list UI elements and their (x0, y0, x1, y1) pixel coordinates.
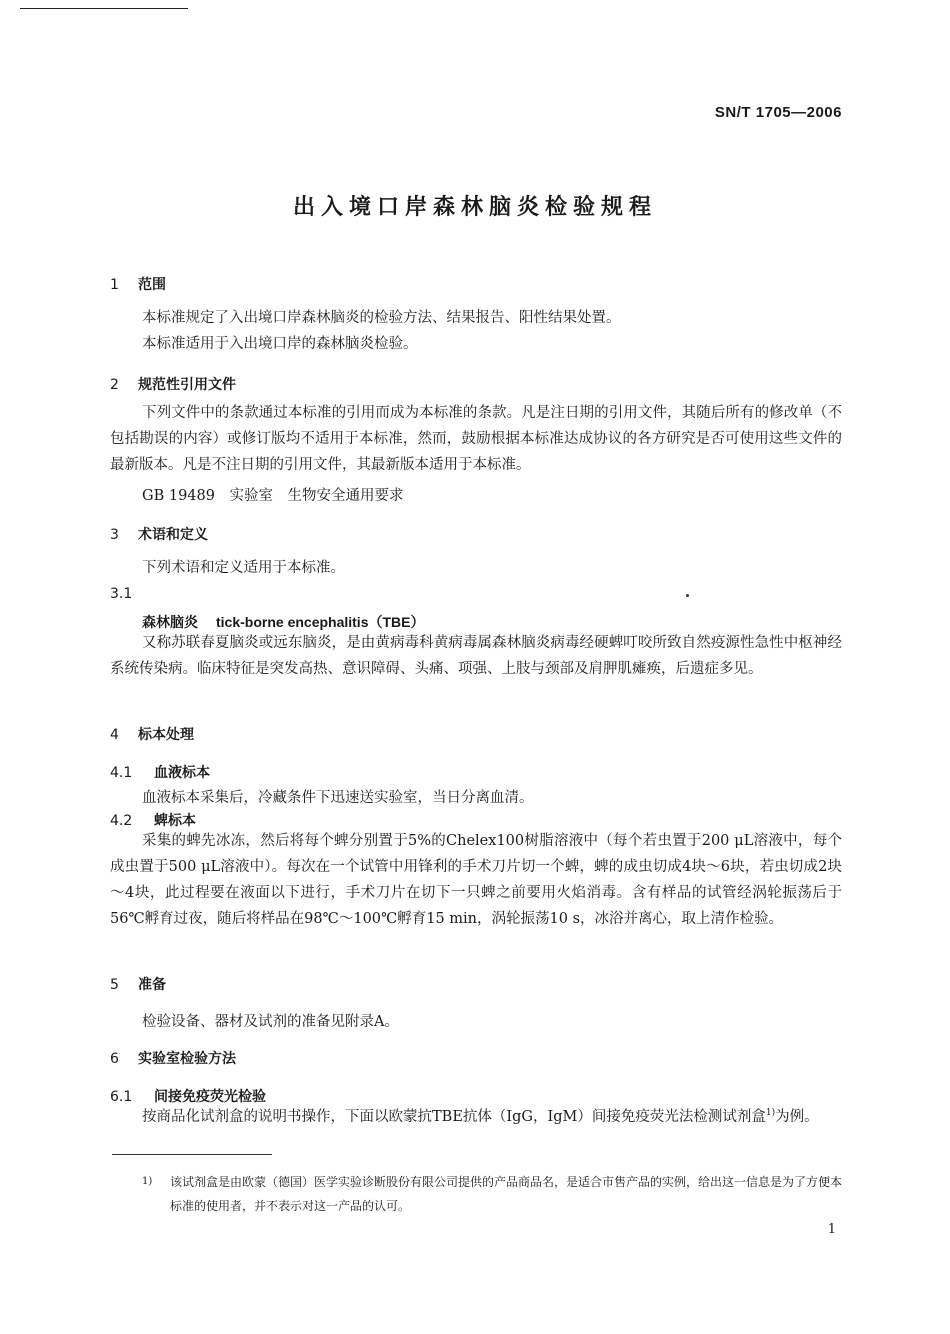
top-rule (20, 8, 188, 9)
section-4-heading (110, 724, 194, 744)
paragraph-tail: 为例。 (775, 1109, 819, 1125)
scan-speck (686, 594, 689, 597)
footnote-reference: 1) (765, 1108, 776, 1119)
paragraph: 下列文件中的条款通过本标准的引用而成为本标准的条款。凡是注日期的引用文件，其随后所有的修改单（不包括勘误的内容）或修订版均不适用于本标准，然而，鼓励根据本标准达成协议的各方研究是否可使用这些文件的最新版本。凡是不注日期的引用文件，其最新版本适用于本标准。 (110, 405, 842, 473)
section-title: 准备 (138, 977, 166, 993)
section-number: 5 (110, 977, 119, 993)
subsection-title: 蜱标本 (154, 813, 196, 829)
footnote-rule (112, 1154, 272, 1155)
section-number: 6 (110, 1051, 119, 1067)
section-6-heading (110, 1048, 236, 1068)
paragraph: 采集的蜱先冰冻，然后将每个蜱分别置于5%的Chelex100树脂溶液中（每个若虫置于200 μL溶液中，每个成虫置于500 μL溶液中）。每次在一个试管中用锋利的手术刀片切一个蜱，蜱的成虫切成4块～6块，若虫切成2块～4块，此过程要在液面以下进行，手术刀片在切下一只蜱之前要用火焰消毒。含有样品的试管经涡轮振荡后于56℃孵育过夜，随后将样品在98℃～100℃孵育15 min，涡轮振荡10 s，冰浴并离心，取上清作检验。 (110, 833, 842, 927)
paragraph: 血液标本采集后，冷藏条件下迅速送实验室，当日分离血清。 (142, 790, 534, 806)
subsection-number: 4.2 (110, 813, 133, 829)
section-5-heading (110, 974, 166, 994)
subsection-number: 4.1 (110, 765, 133, 781)
section-2-heading (110, 374, 236, 394)
paragraph-text: 按商品化试剂盒的说明书操作，下面以欧蒙抗TBE抗体（IgG，IgM）间接免疫荧光法检测试剂盒 (142, 1109, 766, 1125)
reference-item: GB 19489 实验室 生物安全通用要求 (142, 488, 404, 504)
subsection-6-1-heading (110, 1086, 266, 1106)
footnote-mark: 1) (142, 1176, 153, 1187)
section-3-heading (110, 524, 208, 544)
subsection-number: 6.1 (110, 1089, 133, 1105)
subsection-title: 血液标本 (154, 765, 210, 781)
section-number: 4 (110, 727, 119, 743)
term-chinese: 森林脑炎 (142, 615, 198, 631)
standard-number: SN/T 1705—2006 (714, 104, 842, 121)
paragraph: 检验设备、器材及试剂的准备见附录A。 (142, 1014, 399, 1030)
section-title: 范围 (138, 277, 166, 293)
section-number: 2 (110, 377, 119, 393)
section-title: 标本处理 (138, 727, 194, 743)
section-1-heading (110, 274, 166, 294)
section-title: 实验室检验方法 (138, 1051, 236, 1067)
paragraph: 本标准适用于入出境口岸的森林脑炎检验。 (142, 336, 418, 352)
paragraph: 本标准规定了入出境口岸森林脑炎的检验方法、结果报告、阳性结果处置。 (142, 310, 621, 326)
section-number: 3 (110, 527, 119, 543)
paragraph (110, 1104, 842, 1130)
paragraph: 下列术语和定义适用于本标准。 (142, 560, 345, 576)
subsection-4-1-heading (110, 762, 210, 782)
subsection-title: 间接免疫荧光检验 (154, 1089, 266, 1105)
page-number: 1 (827, 1222, 836, 1237)
term-entry (142, 612, 424, 632)
subsection-4-2-heading (110, 810, 196, 830)
section-title: 规范性引用文件 (138, 377, 236, 393)
section-number: 1 (110, 277, 119, 293)
page-title: 出入境口岸森林脑炎检验规程 (292, 195, 657, 220)
subsection-number: 3.1 (110, 586, 133, 602)
section-title: 术语和定义 (138, 527, 208, 543)
term-english: tick-borne encephalitis（TBE） (216, 614, 425, 630)
footnote-text: 该试剂盒是由欧蒙（德国）医学实验诊断股份有限公司提供的产品商品名，是适合市售产品的实例，给出这一信息是为了方便本标准的使用者，并不表示对这一产品的认可。 (170, 1175, 843, 1213)
definition: 又称苏联春夏脑炎或远东脑炎，是由黄病毒科黄病毒属森林脑炎病毒经硬蜱叮咬所致自然疫源性急性中枢神经系统传染病。临床特征是突发高热、意识障碍、头痛、项强、上肢与颈部及肩胛肌瘫痪，后遗症多见。 (110, 635, 842, 677)
